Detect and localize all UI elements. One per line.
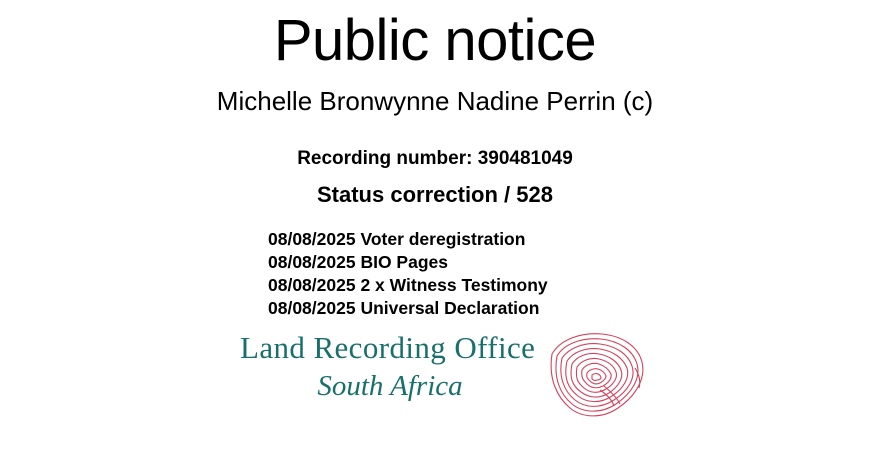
organisation-name-line1: Land Recording Office <box>240 330 536 365</box>
organisation-logo <box>240 332 640 442</box>
subject-name: Michelle Bronwynne Nadine Perrin (c) <box>216 86 654 116</box>
recording-number: Recording number: 390481049 <box>297 148 573 169</box>
list-item: 08/08/2025 2 x Witness Testimony <box>268 274 548 295</box>
list-item: 08/08/2025 Universal Declaration <box>268 297 540 318</box>
organisation-name-line2: South Africa <box>317 369 463 402</box>
south-africa-map-icon <box>540 324 650 424</box>
list-item: 08/08/2025 Voter deregistration <box>268 229 526 249</box>
footer <box>0 332 870 442</box>
status-correction: Status correction / 528 <box>317 182 553 207</box>
page-title: Public notice <box>273 8 597 73</box>
list-item: 08/08/2025 BIO Pages <box>268 251 448 272</box>
entry-list <box>262 228 608 320</box>
